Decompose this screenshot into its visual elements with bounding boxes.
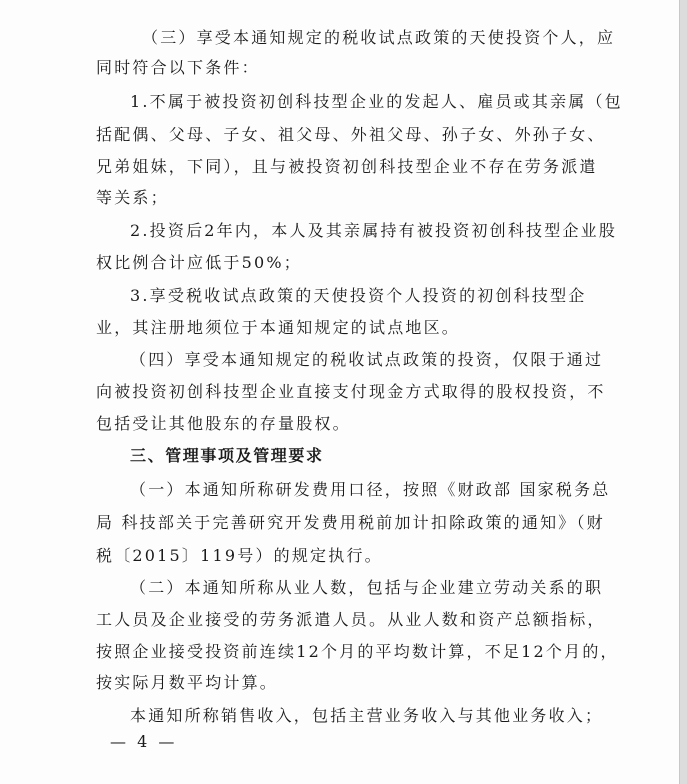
- para-5-line-2: 局 科技部关于完善研究开发费用税前加计扣除政策的通知》（财: [96, 513, 605, 532]
- item-1-line-4: 等关系；: [96, 188, 169, 207]
- item-1-line-2: 括配偶、父母、子女、祖父母、外祖父母、孙子女、外孙子女、: [96, 125, 606, 144]
- para-4-line-3: 包括受让其他股东的存量股权。: [96, 414, 351, 433]
- para-4-line-1: （四）享受本通知规定的税收试点政策的投资，仅限于通过: [130, 350, 604, 369]
- para-5-line-3: 税〔2015〕119号）的规定执行。: [96, 546, 383, 565]
- para-6-line-1: （二）本通知所称从业人数，包括与企业建立劳动关系的职: [130, 578, 604, 597]
- para-3-line-1: （三）享受本通知规定的税收试点政策的天使投资个人，应: [142, 28, 616, 47]
- item-1-line-3: 兄弟姐妹，下同），且与被投资初创科技型企业不存在劳务派遣: [96, 157, 598, 176]
- item-3-line-2: 业，其注册地须位于本通知规定的试点地区。: [96, 318, 461, 337]
- viewer-gutter: [680, 0, 687, 784]
- section-heading: 三、管理事项及管理要求: [130, 446, 324, 465]
- item-2-line-1: 2.投资后2年内，本人及其亲属持有被投资初创科技型企业股: [130, 221, 618, 240]
- para-6-line-2: 工人员及企业接受的劳务派遣人员。从业人数和资产总额指标，: [96, 610, 606, 629]
- para-7-line-1: 本通知所称销售收入，包括主营业务收入与其他业务收入；: [130, 706, 604, 725]
- item-1-line-1: 1.不属于被投资初创科技型企业的发起人、雇员或其亲属（包: [130, 92, 623, 111]
- page-number: — 4 —: [110, 732, 178, 751]
- para-4-line-2: 向被投资初创科技型企业直接支付现金方式取得的股权投资，不: [96, 382, 606, 401]
- para-6-line-3: 按照企业接受投资前连续12个月的平均数计算，不足12个月的，: [96, 642, 619, 661]
- item-3-line-1: 3.享受税收试点政策的天使投资个人投资的初创科技型企: [130, 286, 587, 305]
- para-5-line-1: （一）本通知所称研发费用口径，按照《财政部 国家税务总: [130, 480, 611, 499]
- item-2-line-2: 权比例合计应低于50%；: [96, 253, 302, 272]
- para-3-line-2: 同时符合以下条件：: [96, 58, 260, 77]
- para-6-line-4: 按实际月数平均计算。: [96, 673, 279, 692]
